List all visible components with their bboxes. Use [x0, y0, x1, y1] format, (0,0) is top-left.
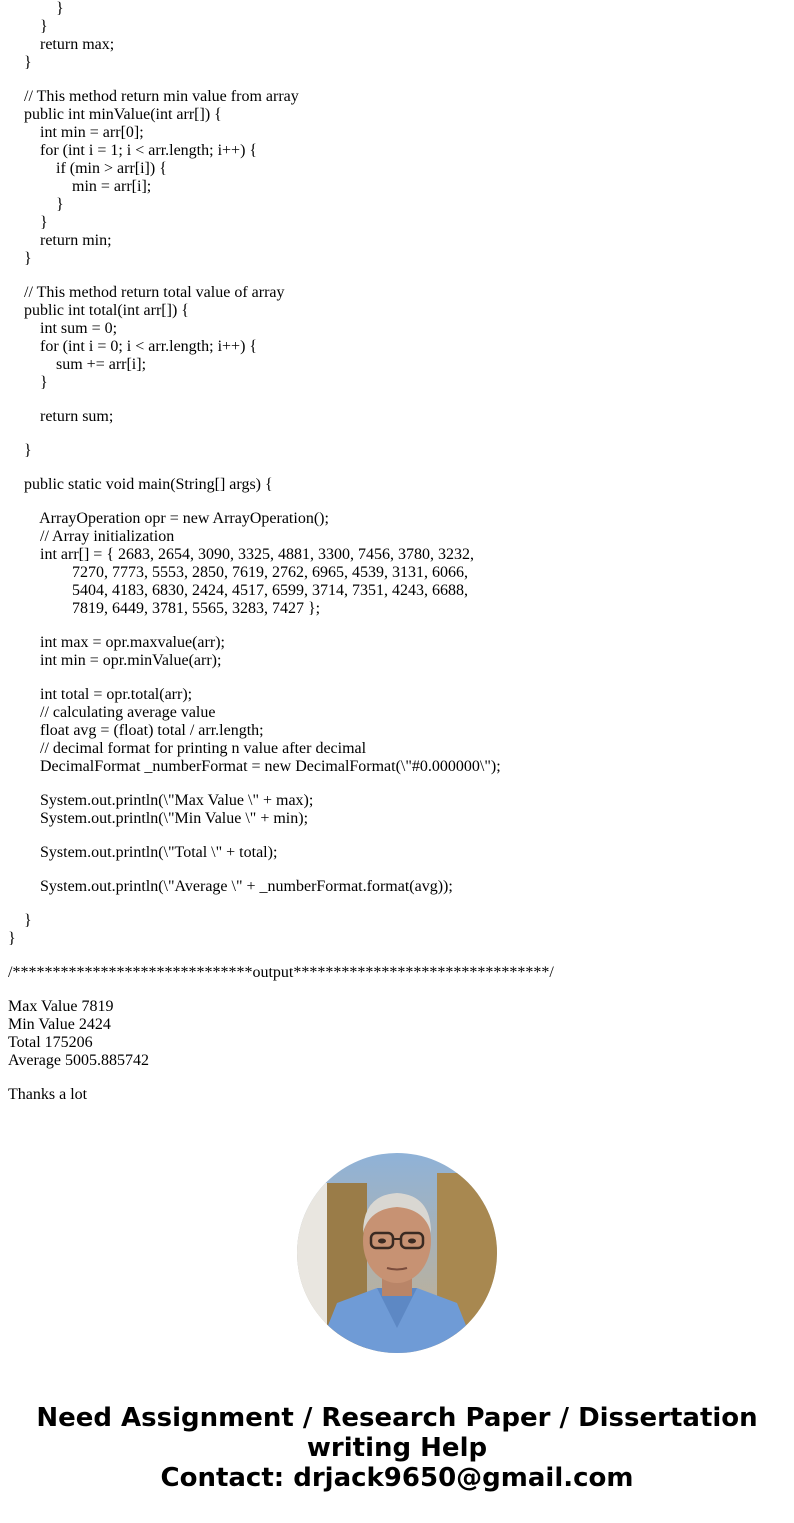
code-line: 7270, 7773, 5553, 2850, 7619, 2762, 6965, 4539, 3131, 6066, — [8, 564, 468, 581]
code-line: } — [8, 196, 64, 213]
code-line: // This method return total value of array — [8, 284, 285, 301]
code-line: DecimalFormat _numberFormat = new DecimalFormat(\"#0.000000\"); — [8, 758, 501, 775]
code-line: float avg = (float) total / arr.length; — [8, 722, 264, 739]
blank-line — [8, 268, 778, 284]
code-line: if (min > arr[i]) { — [8, 160, 167, 177]
code-line: min = arr[i]; — [8, 178, 152, 195]
code-line: int total = opr.total(arr); — [8, 686, 193, 703]
code-line: System.out.println(\"Max Value \" + max); — [8, 792, 314, 809]
blank-line — [8, 862, 778, 878]
blank-line — [8, 948, 778, 964]
code-line: for (int i = 0; i < arr.length; i++) { — [8, 338, 258, 355]
blank-line — [8, 618, 778, 634]
blank-line — [8, 426, 778, 442]
code-line: } — [8, 912, 32, 929]
code-line: 5404, 4183, 6830, 2424, 4517, 6599, 3714, 7351, 4243, 6688, — [8, 582, 468, 599]
code-line: sum += arr[i]; — [8, 356, 147, 373]
code-line: for (int i = 1; i < arr.length; i++) { — [8, 142, 258, 159]
contact-banner — [0, 1403, 794, 1493]
blank-line — [8, 776, 778, 792]
code-line: int min = arr[0]; — [8, 124, 144, 141]
code-line: } — [8, 214, 48, 231]
blank-line — [8, 460, 778, 476]
code-line: 7819, 6449, 3781, 5565, 3283, 7427 }; — [8, 600, 321, 617]
code-line: } — [8, 374, 48, 391]
code-line: Min Value 2424 — [8, 1016, 111, 1033]
code-line: // Array initialization — [8, 528, 175, 545]
code-line: } — [8, 0, 64, 17]
code-line: public int minValue(int arr[]) { — [8, 106, 222, 123]
code-line: return max; — [8, 36, 115, 53]
code-line: } — [8, 250, 32, 267]
blank-line — [8, 828, 778, 844]
code-line: int max = opr.maxvalue(arr); — [8, 634, 225, 651]
code-line: } — [8, 930, 16, 947]
avatar-photo — [297, 1153, 497, 1353]
code-line: // calculating average value — [8, 704, 216, 721]
banner-line-2: writing Help — [306, 1433, 488, 1463]
code-line: Max Value 7819 — [8, 998, 114, 1015]
code-line: ArrayOperation opr = new ArrayOperation(); — [8, 510, 329, 527]
code-line: public int total(int arr[]) { — [8, 302, 189, 319]
code-line: // This method return min value from array — [8, 88, 299, 105]
blank-line — [8, 72, 778, 88]
code-line: System.out.println(\"Total \" + total); — [8, 844, 278, 861]
code-line: return min; — [8, 232, 112, 249]
code-line: int arr[] = { 2683, 2654, 3090, 3325, 4881, 3300, 7456, 3780, 3232, — [8, 546, 475, 563]
code-line: } — [8, 18, 48, 35]
code-line: return sum; — [8, 408, 114, 425]
blank-line — [8, 392, 778, 408]
code-line: } — [8, 442, 32, 459]
blank-line — [8, 1070, 778, 1086]
blank-line — [8, 494, 778, 510]
code-line: // decimal format for printing n value after decimal — [8, 740, 367, 757]
code-line: Total 175206 — [8, 1034, 93, 1051]
blank-line — [8, 982, 778, 998]
author-avatar — [297, 1153, 497, 1353]
banner-contact-line: Contact: drjack9650@gmail.com — [160, 1463, 634, 1493]
blank-line — [8, 670, 778, 686]
code-listing — [8, 0, 778, 1104]
code-line: Thanks a lot — [8, 1086, 88, 1103]
blank-line — [8, 896, 778, 912]
code-line: System.out.println(\"Average \" + _numberFormat.format(avg)); — [8, 878, 453, 895]
code-line: Average 5005.885742 — [8, 1052, 149, 1069]
code-line: int sum = 0; — [8, 320, 118, 337]
code-line: /******************************output********************************/ — [8, 964, 554, 981]
code-line: } — [8, 54, 32, 71]
code-line: System.out.println(\"Min Value \" + min); — [8, 810, 309, 827]
code-line: public static void main(String[] args) { — [8, 476, 273, 493]
code-line: int min = opr.minValue(arr); — [8, 652, 222, 669]
banner-line-1: Need Assignment / Research Paper / Dissertation — [36, 1403, 758, 1433]
